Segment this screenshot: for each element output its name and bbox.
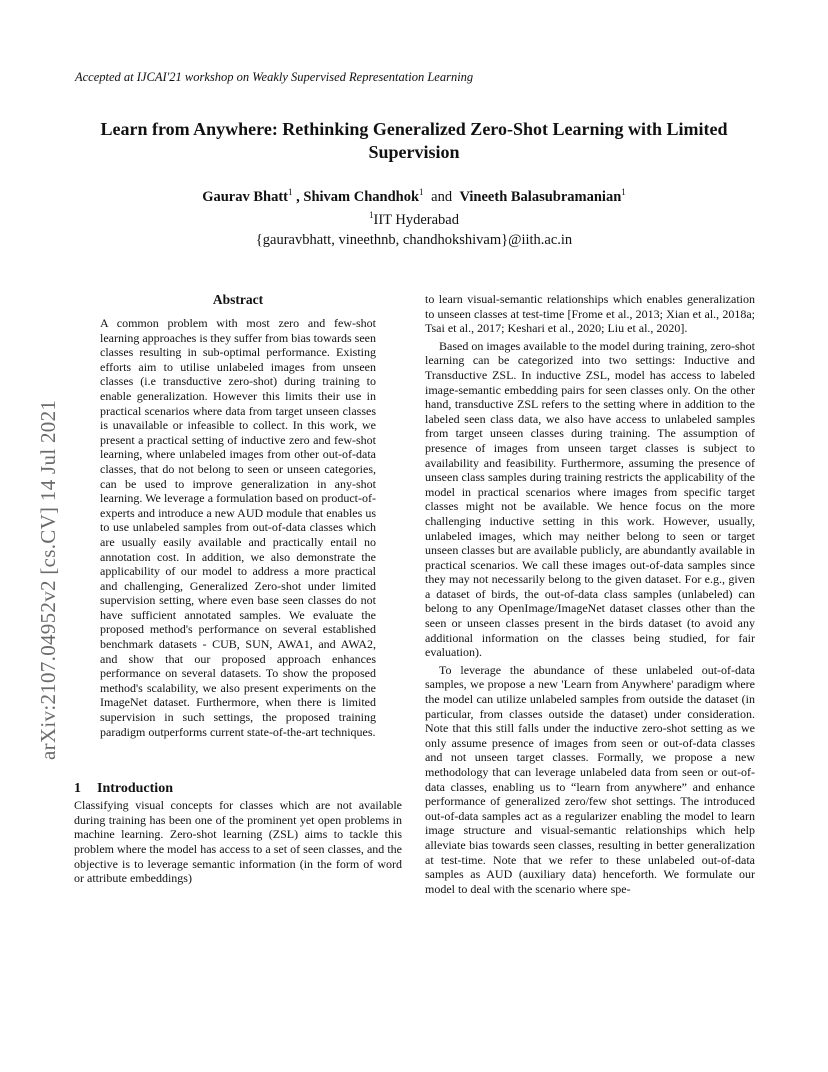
author-list	[60, 187, 768, 206]
abstract-text: A common problem with most zero and few-shot learning approaches is they suffer from bias towards seen classes resulting in sub-optimal performance. Existing efforts aim to utilise unlabeled images from unseen classes (i.e transductive zero-shot) during training to enable generalization. However this limits their use in practical scenarios where data from target unseen classes is unavailable or infeasible to collect. In this work, we present a practical setting of inductive zero and few-shot learning, where unlabeled images from other out-of-data classes, that do not belong to seen or unseen categories, can be used to improve generalization in any-shot learning. We leverage a formulation based on product-of-experts and introduce a new AUD module that enables us to use unlabeled samples from out-of-data classes which are usually easily available and practically entail no annotation cost. In addition, we also demonstrate the applicability of our model to address a more practical and challenging, Generalized Zero-shot under limited supervision setting, where even base seen classes do not have sufficient annotated samples. We evaluate the proposed method's performance on several established benchmark datasets - CUB, SUN, AWA1, and AWA2, and show that our proposed approach enhances performance on several datasets. To show the proposed method's scalability, we also present experiments on the ImageNet dataset. Furthermore, when there is limited supervision in such settings, the proposed training paradigm outperforms current state-of-the-art techniques.	[100, 316, 376, 739]
body-paragraph: to learn visual-semantic relationships which enables generalization to unseen classes at test-time [Frome et al., 2013; Xian et al., 2018a; Tsai et al., 2017; Keshari et al., 2020; Liu et al., 2020].	[425, 292, 755, 336]
author-name: Gaurav Bhatt	[202, 188, 288, 205]
author-affil-marker: 1	[419, 187, 424, 197]
section-number: 1	[74, 781, 81, 797]
abstract-heading: Abstract	[212, 292, 264, 307]
author-name: Vineeth Balasubramanian	[459, 188, 622, 205]
author-affil-marker: 1	[621, 187, 626, 197]
arxiv-identifier: arXiv:2107.04952v2 [cs.CV] 14 Jul 2021	[36, 399, 60, 760]
body-paragraph: To leverage the abundance of these unlabeled out-of-data samples, we propose a new 'Learn from Anywhere' paradigm where the model can utilize unlabeled samples from outside the dataset (in particular, from classes outside the dataset) under consideration. Note that this still falls under the inductive zero-shot setting as we only assume presence of images from seen or out-of-data classes and not unseen target classes. Formally, we propose a new methodology that can leverage unlabeled data from seen or out-of-data classes, enabling us to “learn from anywhere” and enhance performance of generalized zero/few shot settings. The introduced out-of-data samples act as a regularizer enabling the model to learn image structure and visual-semantic relationships which help alleviate bias towards seen classes, resulting in better generalization at test-time. Note that we refer to these unlabeled out-of-data samples as AUD (auxiliary data) henceforth. We formulate our model to deal with the scenario where spe-	[425, 662, 755, 896]
paper-title: Learn from Anywhere: Rethinking Generalized Zero-Shot Learning with Limited Supervision	[100, 119, 728, 162]
section-heading-introduction	[74, 781, 402, 797]
affiliation-marker: 1	[369, 210, 374, 220]
author-affil-marker: 1	[288, 187, 293, 197]
author-conjunction: and	[431, 188, 453, 205]
affiliation	[60, 210, 768, 229]
affiliation-name: IIT Hyderabad	[373, 211, 459, 228]
author-separator: ,	[296, 188, 300, 205]
intro-paragraph: Classifying visual concepts for classes which are not available during training has been one of the prominent yet open problems in machine learning. Zero-shot learning (ZSL) aims to tackle this problem where the model has access to a set of seen classes, and the objective is to leverage semantic information (in the form of word or attribute embeddings)	[74, 798, 402, 886]
left-column	[74, 292, 402, 886]
right-column	[425, 292, 755, 896]
author-name: Shivam Chandhok	[303, 188, 420, 205]
body-paragraph: Based on images available to the model during training, zero-shot learning can be categorized into two settings: Inductive and Transductive ZSL. In inductive ZSL, model has access to labeled image-semantic embedding pairs for seen classes only. On the other hand, transductive ZSL refers to the setting where in addition to the labeled seen class data, we also have access to unlabeled samples from target unseen classes during training. The assumption of presence of images from unseen target classes is subject to availability and feasibility. Furthermore, assuming the presence of unseen class samples during training restricts the applicability of the model in practical scenarios where images from specific target classes might not be available. We hence focus on the more challenging inductive setting in this work. However, usually, unlabeled images, which may neither belong to seen or target unseen classes but are available publicly, are abundantly available in practical scenarios. We call these images out-of-data samples since they may not necessarily belong to the given dataset. For e.g., given a dataset of birds, the out-of-data class samples (unlabeled) can belong to any OpenImage/ImageNet dataset classes other than the seen or unseen classes present in the birds dataset (to avoid any additional information on the classes being studied, for fair evaluation).	[425, 338, 755, 660]
author-emails: {gauravbhatt, vineethnb, chandhokshivam}@iith.ac.in	[255, 232, 573, 248]
section-title: Introduction	[97, 781, 173, 797]
conference-note: Accepted at IJCAI'21 workshop on Weakly Supervised Representation Learning	[75, 70, 474, 84]
